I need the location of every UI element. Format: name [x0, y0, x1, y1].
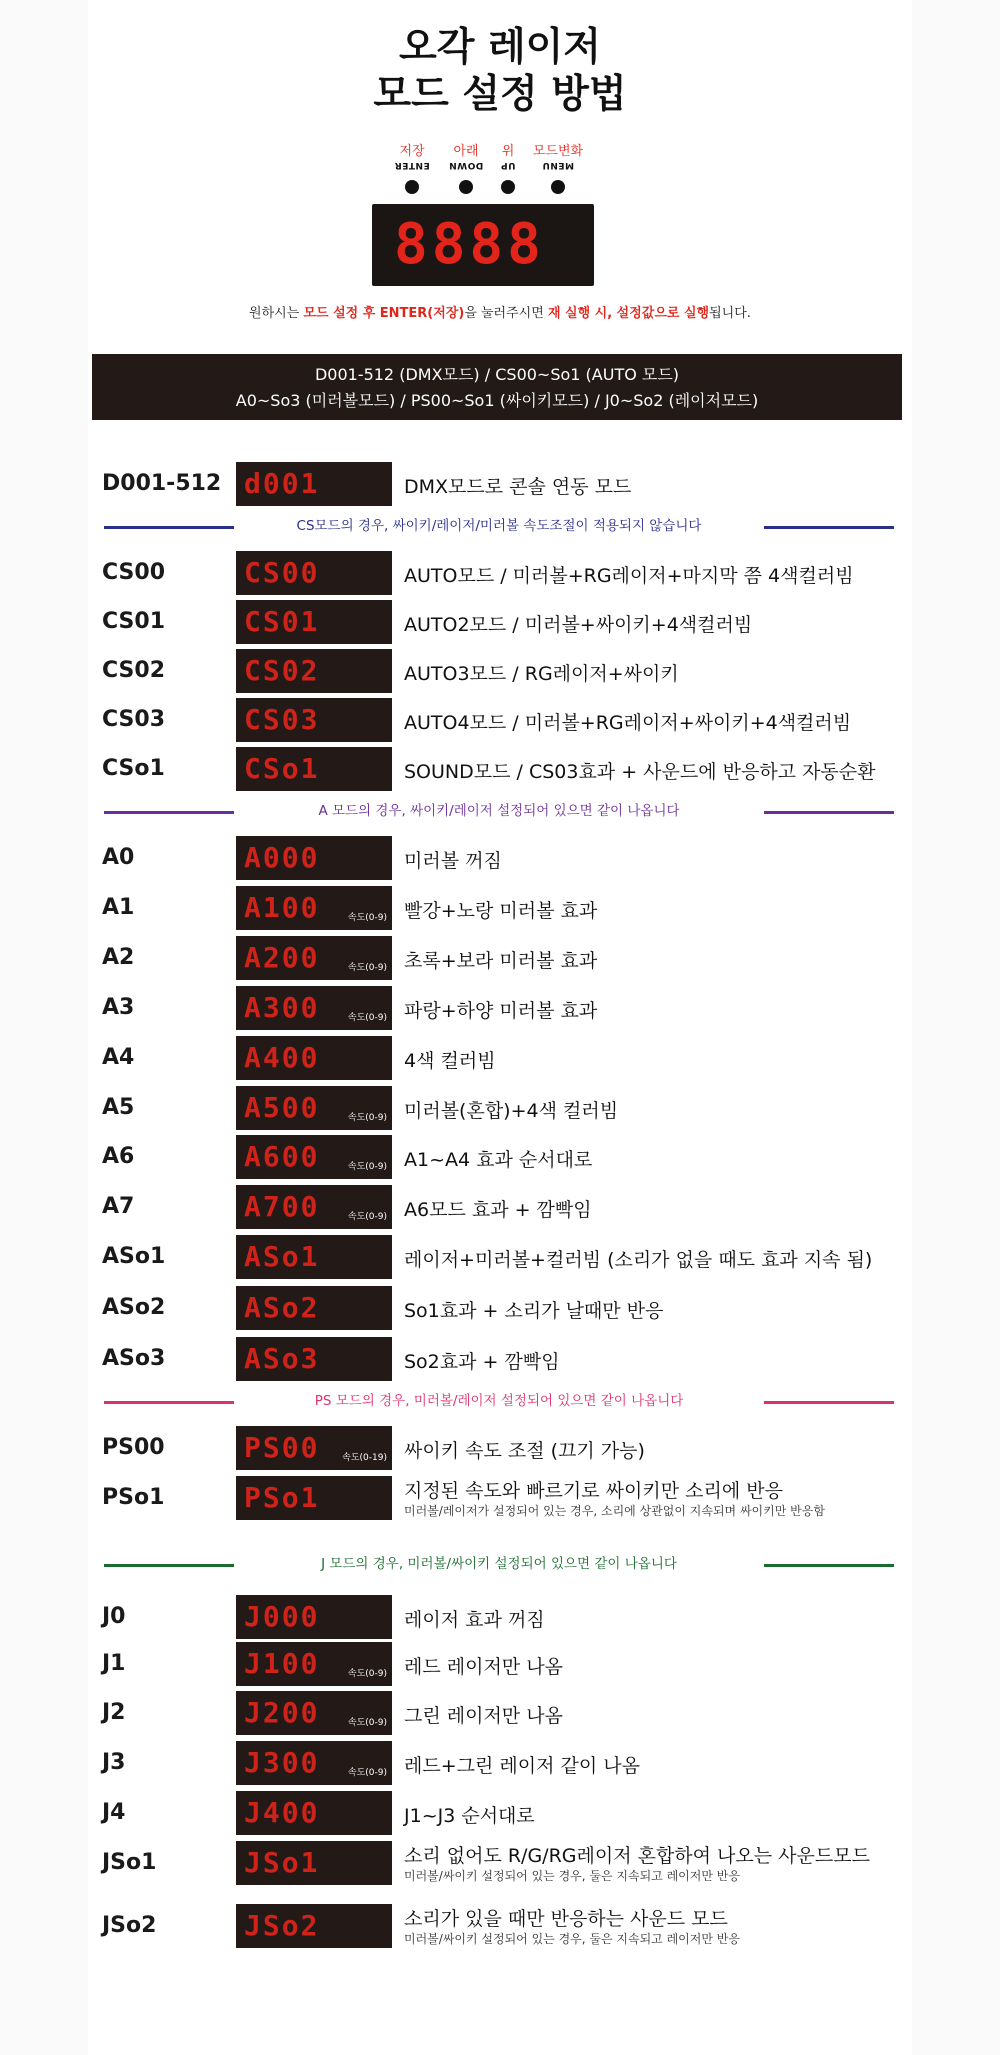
speed-range-label: 속도(0-9): [347, 1718, 387, 1728]
menu-label-kr: 모드변화: [532, 144, 584, 159]
mode-code: A6: [102, 1144, 135, 1169]
instruction-text: [0, 302, 1000, 321]
mode-description: A1~A4 효과 순서대로: [404, 1149, 593, 1171]
mode-code: CS02: [102, 658, 166, 683]
enter-button[interactable]: [405, 180, 419, 194]
mode-lcd: [236, 1595, 392, 1639]
mode-code: CS00: [102, 560, 166, 585]
mode-code: A2: [102, 945, 135, 970]
down-label-en: DOWN: [448, 160, 484, 170]
mode-description: 레드+그린 레이저 같이 나옴: [404, 1755, 640, 1777]
lcd-digits: A000: [244, 841, 320, 874]
mode-lcd: [236, 1426, 392, 1470]
mode-description: 4색 컬러빔: [404, 1050, 496, 1072]
section-divider-ps: [104, 1391, 894, 1411]
down-label-kr: 아래: [453, 144, 479, 159]
enter-label-kr: 저장: [399, 144, 425, 159]
mode-row-aso1: [102, 1235, 912, 1279]
mode-lcd: [236, 600, 392, 644]
title-line-1: 오각 레이저: [399, 25, 601, 70]
instruction-part-1: 원하시는: [249, 306, 304, 321]
mode-description: 그린 레이저만 나옴: [404, 1705, 563, 1727]
mode-code: ASo2: [102, 1295, 166, 1320]
lcd-digits: CS03: [244, 703, 320, 736]
page-title: [0, 24, 1000, 118]
speed-range-label: 속도(0-9): [347, 913, 387, 923]
mode-lcd: [236, 936, 392, 980]
mode-row-a0: [102, 836, 912, 880]
mode-row-j3: [102, 1741, 912, 1785]
mode-description: 레이저+미러볼+컬러빔 (소리가 없을 때도 효과 지속 됨): [404, 1249, 873, 1271]
down-button[interactable]: [459, 180, 473, 194]
mode-lcd: [236, 1642, 392, 1686]
instruction-part-2: 을 눌러주시면: [464, 306, 548, 321]
mode-description: 미러볼(혼합)+4색 컬러빔: [404, 1100, 619, 1122]
mode-code: CS01: [102, 609, 166, 634]
summary-line-1: D001-512 (DMX모드) / CS00~So1 (AUTO 모드): [314, 365, 680, 384]
lcd-digits: A400: [244, 1041, 320, 1074]
mode-row-aso3: [102, 1337, 912, 1381]
mode-lcd: [236, 1036, 392, 1080]
divider-line: [764, 526, 894, 529]
speed-range-label: 속도(0-19): [342, 1453, 387, 1463]
mode-description: AUTO3모드 / RG레이저+싸이키: [404, 663, 679, 685]
mode-code: CS03: [102, 707, 166, 732]
summary-line-2: A0~So3 (미러볼모드) / PS00~So1 (싸이키모드) / J0~So2 (레이저모드): [235, 391, 759, 410]
speed-range-label: 속도(0-9): [347, 1013, 387, 1023]
mode-code: ASo3: [102, 1346, 166, 1371]
enter-label-en: ENTER: [394, 160, 430, 170]
mode-row-pso1: [102, 1476, 912, 1520]
mode-code: J2: [102, 1700, 126, 1725]
lcd-digits: ASo2: [244, 1291, 320, 1324]
mode-lcd: [236, 1135, 392, 1179]
speed-range-label: 속도(0-9): [347, 963, 387, 973]
mode-code: CSo1: [102, 756, 165, 781]
mode-row-a4: [102, 1036, 912, 1080]
divider-line: [764, 1564, 894, 1567]
mode-description: So2효과 + 깜빡임: [404, 1351, 560, 1373]
instruction-part-3: 됩니다.: [709, 306, 751, 321]
mode-description: So1효과 + 소리가 날때만 반응: [404, 1300, 664, 1322]
mode-code: A7: [102, 1194, 135, 1219]
speed-range-label: 속도(0-9): [347, 1212, 387, 1222]
mode-row-aso2: [102, 1286, 912, 1330]
mode-lcd: [236, 986, 392, 1030]
mode-description: 레이저 효과 꺼짐: [404, 1609, 545, 1631]
section-label: A 모드의 경우, 싸이키/레이저 설정되어 있으면 같이 나옵니다: [318, 803, 680, 819]
section-divider-j: [104, 1554, 894, 1574]
mode-row-jso2: [102, 1904, 912, 1948]
mode-description: J1~J3 순서대로: [404, 1805, 535, 1827]
mode-code: A3: [102, 995, 135, 1020]
mode-row-j4: [102, 1791, 912, 1835]
mode-description: A6모드 효과 + 깜빡임: [404, 1199, 592, 1221]
mode-code: JSo2: [102, 1913, 157, 1938]
mode-lcd: [236, 1904, 392, 1948]
mode-code: ASo1: [102, 1244, 166, 1269]
lcd-digits: CS01: [244, 605, 320, 638]
mode-code: PSo1: [102, 1485, 165, 1510]
lcd-digits: A500: [244, 1091, 320, 1124]
up-label-kr: 위: [501, 144, 515, 159]
lcd-digits: A300: [244, 991, 320, 1024]
mode-code: JSo1: [102, 1850, 157, 1875]
lcd-digits: A700: [244, 1190, 320, 1223]
lcd-digits: J300: [244, 1746, 320, 1779]
mode-lcd: [236, 462, 392, 506]
up-button[interactable]: [501, 180, 515, 194]
lcd-digits: J000: [244, 1600, 320, 1633]
control-panel: [0, 140, 1000, 290]
mode-lcd: [236, 886, 392, 930]
mode-description: 레드 레이저만 나옴: [404, 1656, 563, 1678]
up-label-en: UP: [500, 160, 516, 170]
section-divider-a: [104, 801, 894, 821]
lcd-digits: ASo1: [244, 1240, 320, 1273]
lcd-digits: A100: [244, 891, 320, 924]
mode-lcd: [236, 698, 392, 742]
section-label: PS 모드의 경우, 미러볼/레이저 설정되어 있으면 같이 나옵니다: [314, 1393, 684, 1409]
divider-line: [764, 811, 894, 814]
mode-row-dmx: [102, 462, 912, 506]
mode-description: SOUND모드 / CS03효과 + 사운드에 반응하고 자동순환: [404, 761, 876, 783]
mode-lcd: [236, 1691, 392, 1735]
mode-code: D001-512: [102, 471, 222, 496]
lcd-digits: JSo2: [244, 1909, 320, 1942]
led-display: [372, 204, 594, 286]
mode-row-jso1: [102, 1841, 912, 1885]
mode-lcd: [236, 1791, 392, 1835]
mode-description: DMX모드로 콘솔 연동 모드: [404, 476, 632, 498]
mode-code: A1: [102, 895, 135, 920]
mode-lcd: [236, 1086, 392, 1130]
mode-description: 소리 없어도 R/G/RG레이저 혼합하여 나오는 사운드모드: [404, 1845, 870, 1867]
lcd-digits: CS00: [244, 556, 320, 589]
mode-note: 미러볼/싸이키 설정되어 있는 경우, 둘은 지속되고 레이저만 반응: [404, 1869, 740, 1883]
mode-description: 빨강+노랑 미러볼 효과: [404, 900, 598, 922]
mode-description: 지정된 속도와 빠르기로 싸이키만 소리에 반응: [404, 1480, 783, 1502]
speed-range-label: 속도(0-9): [347, 1162, 387, 1172]
mode-row-a6: [102, 1135, 912, 1179]
mode-description: 초록+보라 미러볼 효과: [404, 950, 598, 972]
mode-row-j2: [102, 1691, 912, 1735]
mode-description: 싸이키 속도 조절 (끄기 가능): [404, 1440, 645, 1462]
menu-button[interactable]: [551, 180, 565, 194]
mode-lcd: [236, 551, 392, 595]
mode-row-j1: [102, 1642, 912, 1686]
mode-description: AUTO4모드 / 미러볼+RG레이저+싸이키+4색컬러빔: [404, 712, 852, 734]
mode-lcd: [236, 1337, 392, 1381]
mode-row-a7: [102, 1185, 912, 1229]
mode-lcd: [236, 1185, 392, 1229]
mode-code: J3: [102, 1750, 126, 1775]
mode-row-a3: [102, 986, 912, 1030]
speed-range-label: 속도(0-9): [347, 1669, 387, 1679]
mode-code: A4: [102, 1045, 135, 1070]
mode-description: 소리가 있을 때만 반응하는 사운드 모드: [404, 1908, 728, 1930]
mode-code: J0: [102, 1604, 126, 1629]
mode-description: 파랑+하양 미러볼 효과: [404, 1000, 598, 1022]
mode-row-a5: [102, 1086, 912, 1130]
instruction-highlight-1: 모드 설정 후 ENTER(저장): [303, 306, 465, 321]
led-display-digits: 8888: [394, 212, 545, 277]
mode-row-a2: [102, 936, 912, 980]
lcd-digits: CSo1: [244, 752, 320, 785]
lcd-digits: A200: [244, 941, 320, 974]
speed-range-label: 속도(0-9): [347, 1113, 387, 1123]
mode-lcd: [236, 1286, 392, 1330]
mode-row-cs03: [102, 698, 912, 742]
mode-description: AUTO모드 / 미러볼+RG레이저+마지막 쯤 4색컬러빔: [404, 565, 854, 587]
instruction-highlight-2: 재 실행 시, 설정값으로 실행: [547, 306, 710, 321]
section-divider-cs: [104, 516, 894, 536]
lcd-digits: ASo3: [244, 1342, 320, 1375]
mode-lcd: [236, 649, 392, 693]
mode-lcd: [236, 1841, 392, 1885]
mode-code: A0: [102, 845, 135, 870]
mode-code: A5: [102, 1095, 135, 1120]
lcd-digits: A600: [244, 1140, 320, 1173]
lcd-digits: CS02: [244, 654, 320, 687]
lcd-digits: PS00: [244, 1431, 320, 1464]
mode-code: J4: [102, 1800, 126, 1825]
mode-description: 미러볼 꺼짐: [404, 850, 502, 872]
lcd-digits: PSo1: [244, 1481, 320, 1514]
menu-label-en: MENU: [542, 160, 574, 170]
section-label: J 모드의 경우, 미러볼/싸이키 설정되어 있으면 같이 나옵니다: [321, 1556, 677, 1572]
mode-code: PS00: [102, 1435, 165, 1460]
section-label: CS모드의 경우, 싸이키/레이저/미러볼 속도조절이 적용되지 않습니다: [296, 518, 702, 534]
mode-note: 미러볼/레이저가 설정되어 있는 경우, 소리에 상관없이 지속되며 싸이키만 반응함: [404, 1504, 825, 1518]
speed-range-label: 속도(0-9): [347, 1768, 387, 1778]
title-line-2: 모드 설정 방법: [373, 72, 627, 117]
mode-row-cs00: [102, 551, 912, 595]
mode-lcd: [236, 1741, 392, 1785]
mode-row-cs02: [102, 649, 912, 693]
mode-row-cso1: [102, 747, 912, 791]
divider-line: [764, 1401, 894, 1404]
mode-row-a1: [102, 886, 912, 930]
mode-code: J1: [102, 1651, 126, 1676]
lcd-digits: J100: [244, 1647, 320, 1680]
mode-note: 미러볼/싸이키 설정되어 있는 경우, 둘은 지속되고 레이저만 반응: [404, 1932, 740, 1946]
mode-row-cs01: [102, 600, 912, 644]
mode-description: AUTO2모드 / 미러볼+싸이키+4색컬러빔: [404, 614, 753, 636]
lcd-digits: J400: [244, 1796, 320, 1829]
lcd-digits: JSo1: [244, 1846, 320, 1879]
lcd-digits: d001: [244, 467, 320, 500]
mode-summary-banner: [92, 354, 902, 420]
mode-lcd: [236, 747, 392, 791]
mode-lcd: [236, 836, 392, 880]
mode-row-ps00: [102, 1426, 912, 1470]
lcd-digits: J200: [244, 1696, 320, 1729]
mode-lcd: [236, 1476, 392, 1520]
mode-lcd: [236, 1235, 392, 1279]
mode-row-j0: [102, 1595, 912, 1639]
